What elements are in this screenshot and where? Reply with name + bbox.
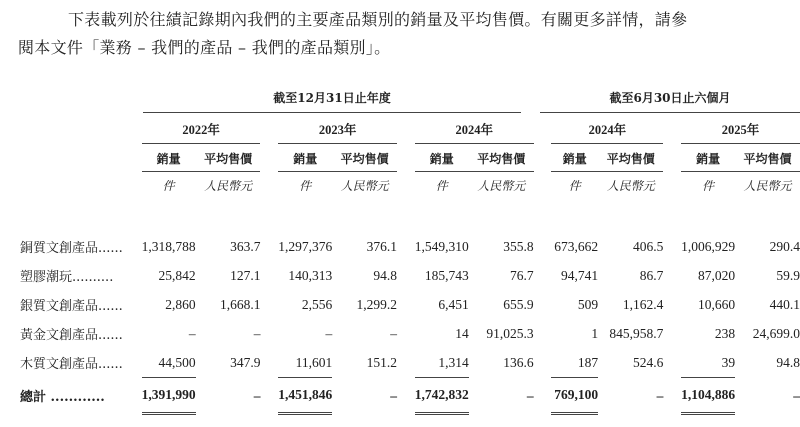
avg-price-cell: 151.2	[366, 354, 398, 370]
avg-price-header-text: 平均售價	[735, 150, 800, 172]
volume-cell: –	[188, 325, 196, 341]
total-avg-price: –	[656, 387, 664, 403]
avg-price-cell: 655.9	[503, 296, 534, 312]
avg-price-cell: 1,299.2	[356, 296, 398, 312]
year-header	[551, 120, 663, 144]
avg-price-cell: 59.9	[776, 267, 800, 283]
volume-cell: 10,660	[697, 296, 736, 312]
row-label: 銀質文創產品......	[20, 299, 123, 314]
avg-price-cell: 355.8	[503, 238, 534, 254]
total-volume: 1,391,990	[142, 378, 196, 414]
avg-price-header-text: 平均售價	[598, 150, 663, 172]
total-avg-price: –	[390, 387, 398, 403]
year-header-text: 2023年	[278, 120, 397, 144]
avg-price-header-text: 平均售價	[196, 150, 261, 172]
volume-header-text: 銷量	[142, 150, 196, 172]
row-label: 木質文創產品......	[20, 357, 123, 373]
volume-cell: 14	[455, 325, 469, 341]
row-label: 銅質文創產品......	[20, 241, 123, 256]
unit-volume: 件	[435, 178, 448, 193]
intro-line-1: 下表載列於往績記錄期內我們的主要產品類別的銷量及平均售價。有關更多詳情，請參	[68, 10, 688, 29]
year-header-text: 2025年	[681, 120, 800, 144]
volume-cell: –	[325, 325, 333, 341]
unit-volume: 件	[299, 178, 312, 193]
intro-paragraph	[18, 6, 800, 62]
avg-price-header	[332, 144, 397, 172]
volume-header	[142, 144, 196, 172]
avg-price-header	[469, 144, 534, 172]
volume-cell: 2,556	[301, 296, 333, 312]
avg-price-cell: 524.6	[632, 354, 664, 370]
unit-volume: 件	[162, 178, 175, 193]
year-header	[415, 120, 534, 144]
volume-cell: 44,500	[142, 348, 196, 378]
avg-price-cell: 94.8	[776, 354, 800, 370]
volume-cell: 1	[591, 325, 599, 341]
total-label: 總計 ............	[20, 390, 105, 405]
total-avg-price: –	[253, 387, 261, 403]
volume-header	[551, 144, 598, 172]
volume-cell: 39	[681, 348, 735, 378]
avg-price-cell: 440.1	[769, 296, 800, 312]
table-row	[0, 232, 800, 261]
year-header	[681, 120, 800, 144]
unit-price: 人民幣元	[204, 178, 253, 193]
total-volume: 1,104,886	[681, 378, 735, 414]
total-volume: 1,451,846	[278, 378, 332, 414]
unit-price: 人民幣元	[340, 178, 389, 193]
spacer-row	[0, 198, 800, 232]
avg-price-header	[196, 144, 261, 172]
avg-price-header	[598, 144, 663, 172]
sales-volume-price-table	[0, 120, 800, 415]
avg-price-cell: 290.4	[769, 238, 800, 254]
volume-cell: 1,297,376	[278, 238, 333, 254]
avg-price-cell: 136.6	[503, 354, 534, 370]
unit-volume: 件	[702, 178, 715, 193]
year-header	[278, 120, 397, 144]
volume-cell: 140,313	[288, 267, 333, 283]
volume-header-text: 銷量	[415, 150, 469, 172]
avg-price-cell: 86.7	[639, 267, 664, 283]
volume-cell: 1,318,788	[141, 238, 196, 254]
volume-cell: 187	[551, 348, 598, 378]
avg-price-cell: 1,162.4	[622, 296, 664, 312]
unit-price: 人民幣元	[743, 178, 792, 193]
avg-price-cell: 76.7	[509, 267, 534, 283]
row-label: 黃金文創產品......	[20, 328, 123, 343]
volume-cell: 238	[714, 325, 736, 341]
total-volume: 1,742,832	[415, 378, 469, 414]
volume-cell: 94,741	[561, 267, 599, 283]
volume-cell: 25,842	[158, 267, 196, 283]
volume-header-text: 銷量	[278, 150, 332, 172]
avg-price-cell: 1,668.1	[219, 296, 261, 312]
volume-header	[681, 144, 735, 172]
volume-cell: 87,020	[697, 267, 736, 283]
total-volume: 769,100	[551, 378, 598, 414]
avg-price-header-text: 平均售價	[332, 150, 397, 172]
volume-cell: 673,662	[554, 238, 599, 254]
avg-price-header-text: 平均售價	[469, 150, 534, 172]
avg-price-cell: 127.1	[230, 267, 261, 283]
year-header	[142, 120, 261, 144]
volume-header-text: 銷量	[681, 150, 735, 172]
volume-cell: 6,451	[438, 296, 469, 312]
volume-cell: 185,743	[424, 267, 469, 283]
volume-cell: 509	[577, 296, 599, 312]
group-header-six-months: 截至6月30日止六個月	[540, 89, 800, 113]
avg-price-cell: 94.8	[373, 267, 398, 283]
avg-price-cell: 376.1	[366, 238, 398, 254]
avg-price-cell: 24,699.0	[752, 325, 800, 341]
volume-header-text: 銷量	[551, 150, 598, 172]
volume-cell: 1,006,929	[681, 238, 736, 254]
volume-cell: 1,314	[415, 348, 469, 378]
group-header-full-year: 截至12月31日止年度	[143, 89, 521, 113]
total-row	[0, 378, 800, 414]
volume-cell: 1,549,310	[414, 238, 469, 254]
volume-header	[278, 144, 332, 172]
volume-header	[415, 144, 469, 172]
year-header-row	[0, 120, 800, 144]
avg-price-cell: –	[253, 325, 261, 341]
avg-price-cell: –	[390, 325, 398, 341]
table-row	[0, 348, 800, 378]
unit-row	[0, 172, 800, 198]
year-header-text: 2024年	[415, 120, 534, 144]
intro-line-2: 閱本文件「業務 – 我們的產品 – 我們的產品類別」。	[18, 38, 391, 57]
avg-price-cell: 363.7	[230, 238, 261, 254]
unit-volume: 件	[568, 178, 581, 193]
total-avg-price: –	[793, 387, 800, 403]
avg-price-cell: 845,958.7	[609, 325, 664, 341]
volume-cell: 2,860	[165, 296, 196, 312]
avg-price-header	[735, 144, 800, 172]
table-row	[0, 290, 800, 319]
column-header-row	[0, 144, 800, 172]
year-header-text: 2024年	[551, 120, 663, 144]
unit-price: 人民幣元	[477, 178, 526, 193]
avg-price-cell: 347.9	[230, 354, 261, 370]
table-row	[0, 261, 800, 290]
unit-price: 人民幣元	[606, 178, 655, 193]
row-label: 塑膠潮玩..........	[20, 270, 114, 285]
avg-price-cell: 406.5	[632, 238, 664, 254]
avg-price-cell: 91,025.3	[486, 325, 534, 341]
total-avg-price: –	[526, 387, 534, 403]
year-header-text: 2022年	[142, 120, 261, 144]
table-row	[0, 319, 800, 348]
volume-cell: 11,601	[278, 348, 332, 378]
